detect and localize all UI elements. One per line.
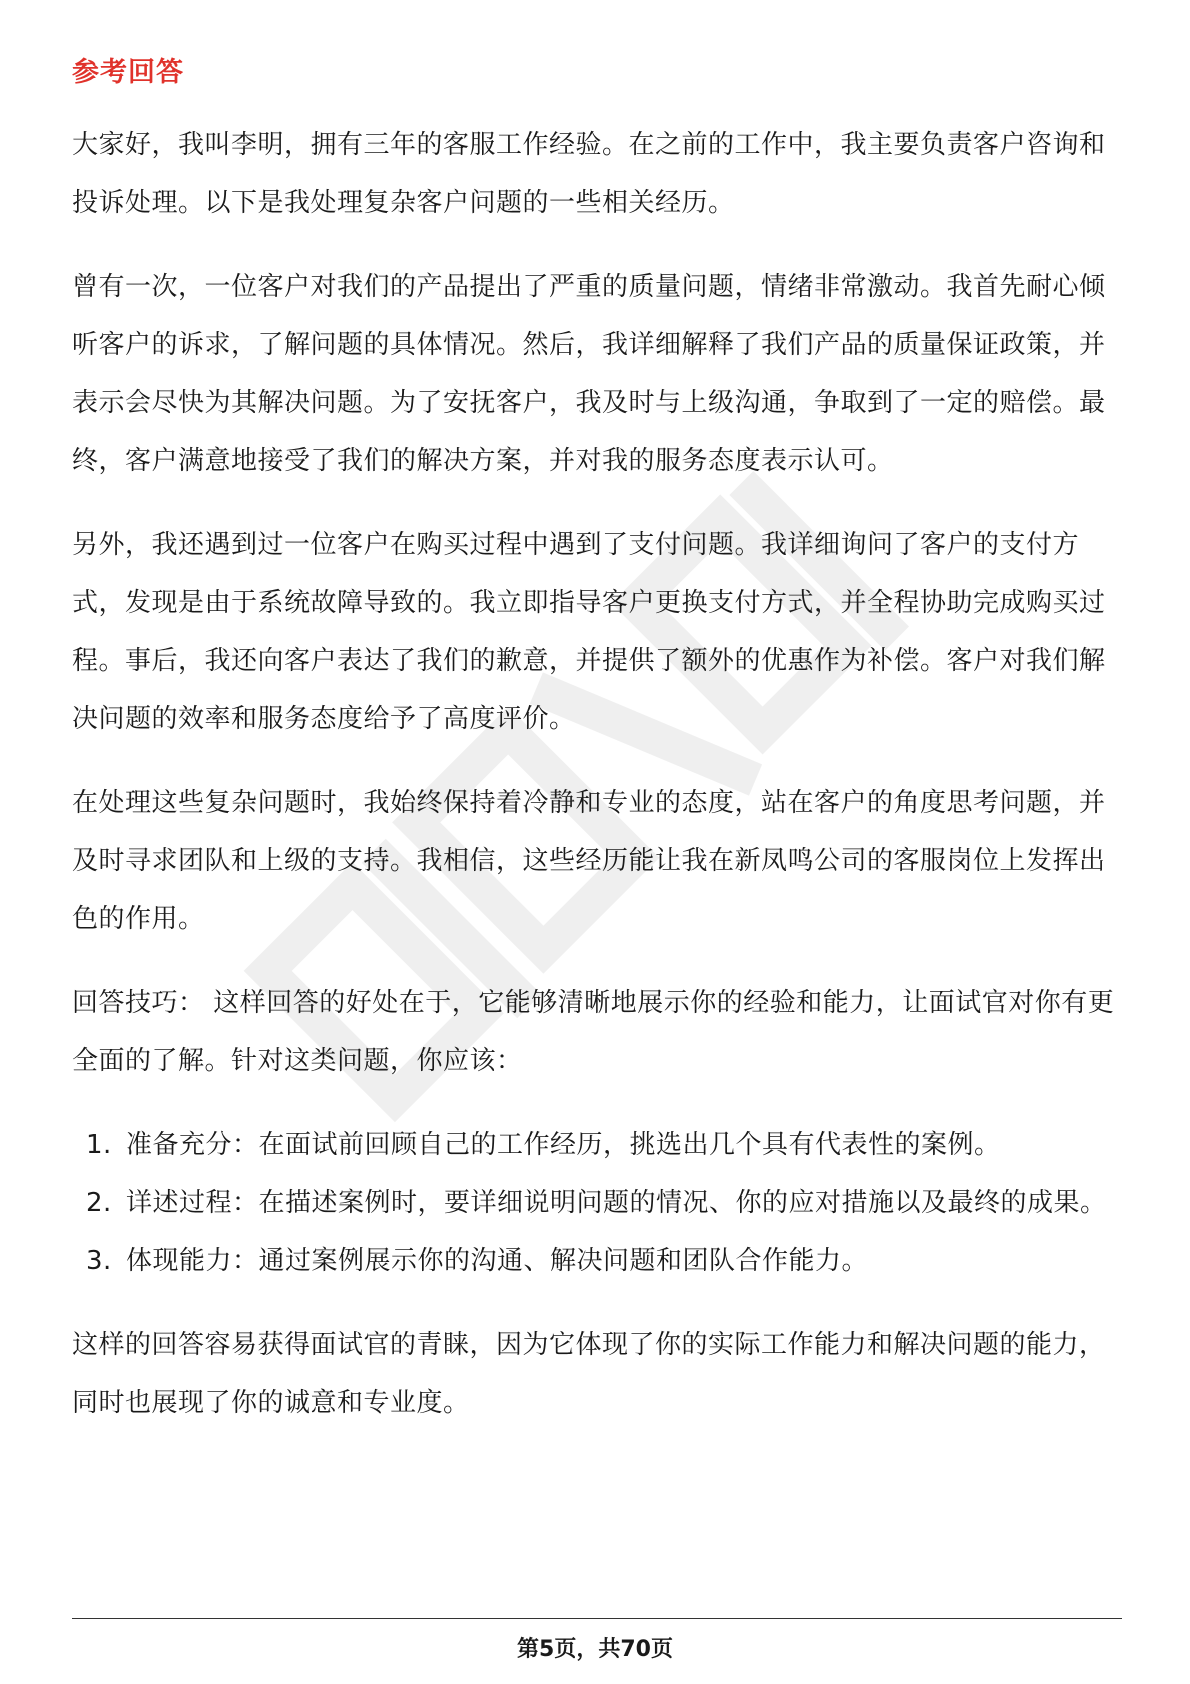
page-number: 第5页，共70页 bbox=[517, 1637, 673, 1662]
list-item bbox=[72, 1116, 1122, 1174]
section-heading: 参考回答 bbox=[72, 57, 184, 88]
document-body bbox=[72, 116, 1122, 1458]
paragraph-closing: 这样的回答容易获得面试官的青睐，因为它体现了你的实际工作能力和解决问题的能力，同时也展现了你的诚意和专业度。 bbox=[72, 1330, 1106, 1418]
list-item-number: 1. bbox=[86, 1130, 112, 1160]
paragraph-attitude: 在处理这些复杂问题时，我始终保持着冷静和专业的态度，站在客户的角度思考问题，并及时寻求团队和上级的支持。我相信，这些经历能让我在新凤鸣公司的客服岗位上发挥出色的作用。 bbox=[72, 788, 1106, 934]
list-item-number: 3. bbox=[86, 1246, 112, 1276]
paragraph-tips-intro: 回答技巧： 这样回答的好处在于，它能够清晰地展示你的经验和能力，让面试官对你有更全面的了解。针对这类问题，你应该： bbox=[72, 988, 1115, 1076]
list-item bbox=[72, 1174, 1122, 1232]
list-item-text: 体现能力：通过案例展示你的沟通、解决问题和团队合作能力。 bbox=[126, 1246, 869, 1276]
list-item-text: 准备充分：在面试前回顾自己的工作经历，挑选出几个具有代表性的案例。 bbox=[126, 1130, 1001, 1160]
tips-list bbox=[72, 1116, 1122, 1290]
paragraph-intro: 大家好，我叫李明，拥有三年的客服工作经验。在之前的工作中，我主要负责客户咨询和投诉处理。以下是我处理复杂客户问题的一些相关经历。 bbox=[72, 130, 1106, 218]
paragraph-quality-case: 曾有一次，一位客户对我们的产品提出了严重的质量问题，情绪非常激动。我首先耐心倾听客户的诉求，了解问题的具体情况。然后，我详细解释了我们产品的质量保证政策，并表示会尽快为其解决问题。为了安抚客户，我及时与上级沟通，争取到了一定的赔偿。最终，客户满意地接受了我们的解决方案，并对我的服务态度表示认可。 bbox=[72, 272, 1106, 476]
list-item-number: 2. bbox=[86, 1188, 112, 1218]
list-item bbox=[72, 1232, 1122, 1290]
list-item-text: 详述过程：在描述案例时，要详细说明问题的情况、你的应对措施以及最终的成果。 bbox=[126, 1188, 1107, 1218]
footer-divider bbox=[72, 1618, 1122, 1619]
paragraph-payment-case: 另外，我还遇到过一位客户在购买过程中遇到了支付问题。我详细询问了客户的支付方式，发现是由于系统故障导致的。我立即指导客户更换支付方式，并全程协助完成购买过程。事后，我还向客户表达了我们的歉意，并提供了额外的优惠作为补偿。客户对我们解决问题的效率和服务态度给予了高度评价。 bbox=[72, 530, 1106, 734]
